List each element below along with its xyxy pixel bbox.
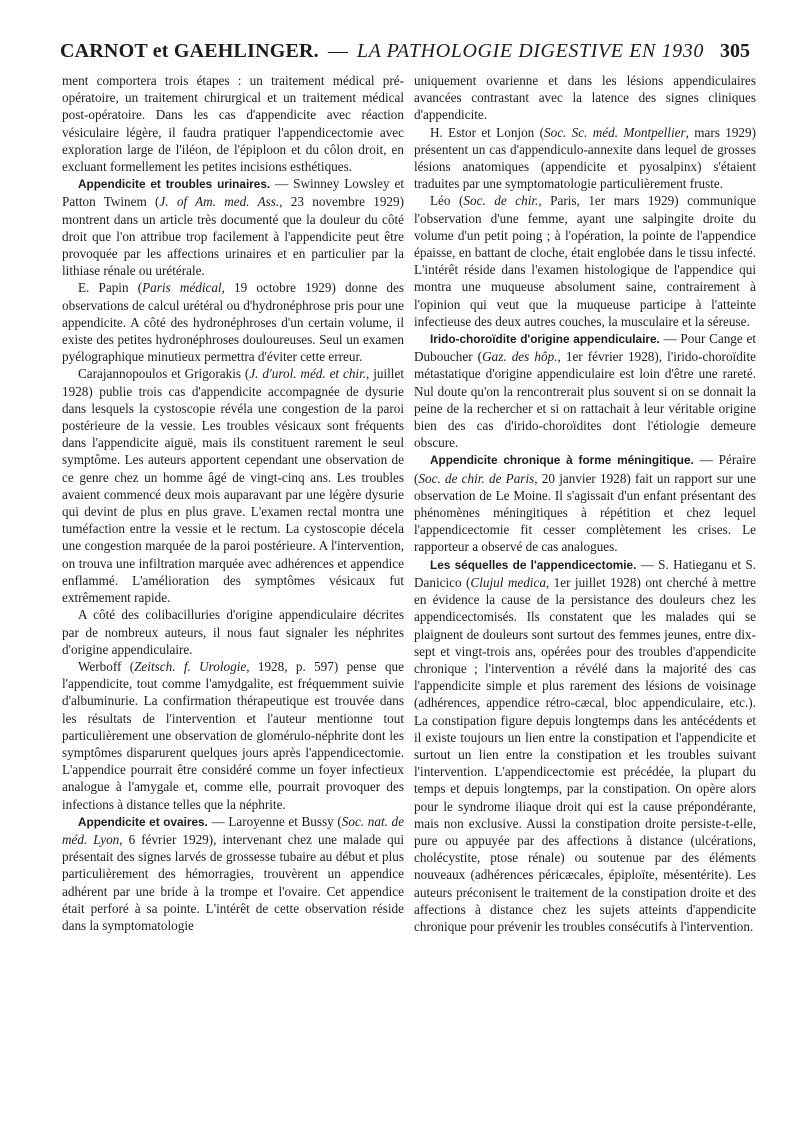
journal-citation: Soc. nat. de méd. Lyon bbox=[62, 813, 404, 847]
journal-citation: Zeitsch. f. Urologie bbox=[134, 658, 247, 674]
text-ovaries-body: , 6 février 1929), intervenant chez une malade qui présentait des signes larvés de grossesse tubaire au début et plus particulièrement des hémorragies, trouvèrent un appendice adhérent par une bride à la trompe et l'ovaire. Cet appendice était perforé à sa pointe. L'intérêt de cette observation réside dans la symptomatologie bbox=[62, 831, 404, 933]
journal-citation: J. of Am. med. Ass. bbox=[159, 194, 280, 210]
paragraph-ovaries bbox=[62, 813, 404, 934]
text-ovaries-intro: — Laroyenne et Bussy ( bbox=[207, 813, 342, 829]
paragraph-estor bbox=[414, 124, 756, 193]
text-papin-body: , 19 octobre 1929) donne des observations de calcul urétéral ou d'hydronéphrose pris pour une appendicite. A côté des hydronéphroses d'un certain volume, il existe des petites hydronéphroses douloureuses. Seul un examen pyélographique minutieux permettra d'éviter cette erreur. bbox=[62, 280, 404, 365]
text-leo-author: Léo ( bbox=[430, 193, 464, 209]
paragraph-meningitique bbox=[414, 451, 756, 555]
section-heading-meningitique: Appendicite chronique à forme méningitique. bbox=[430, 453, 694, 468]
section-heading-irido: Irido-choroïdite d'origine appendiculaire. bbox=[430, 332, 660, 347]
paragraph-sequelles bbox=[414, 556, 756, 935]
journal-citation: Gaz. des hôp. bbox=[482, 349, 558, 365]
paragraph-werboff bbox=[62, 658, 404, 813]
text-irido-intro: — Pour Cange et Duboucher ( bbox=[414, 331, 756, 365]
section-heading-ovaries: Appendicite et ovaires. bbox=[78, 814, 208, 829]
journal-citation: Soc. de chir. de Paris bbox=[418, 470, 535, 486]
text-sequelles-intro: — S. Hatieganu et S. Danicico ( bbox=[414, 556, 756, 590]
paragraph-leo bbox=[414, 192, 756, 330]
text-papin-author: E. Papin ( bbox=[78, 280, 143, 296]
text-estor-author: H. Estor et Lonjon ( bbox=[430, 124, 544, 140]
journal-citation: Clujul medica bbox=[470, 574, 546, 590]
running-header bbox=[60, 40, 750, 70]
journal-citation: Soc. de chir. bbox=[463, 193, 539, 209]
paragraph-continued: ment comportera trois étapes : un traitement médical pré-opératoire, un traitement chirurgical et un traitement médical post-opératoire. Dans les cas d'appendicite avec réaction vésiculaire légère, il faudra pratiquer l'appendicectomie avec exploration large de l'iléon, de l'épiploon et du côlon droit, en excluant formellement les petites incisions esthétiques. bbox=[62, 73, 404, 175]
text-meningitique-intro: — Péraire ( bbox=[414, 452, 756, 486]
journal-citation: J. d'urol. méd. et chir. bbox=[249, 366, 367, 382]
header-separator: — bbox=[327, 40, 348, 62]
text-carajannopoulos-body: , juillet 1928) publie trois cas d'appendicite accompagnée de dysurie dans lesquels la cystoscopie révéla une congestion de la paroi postérieure de la vessie. Les troubles vésicaux sont fréquents dans l'appendicite aiguë, mais ils constituent rarement le seul symptôme. Les auteurs apportent cependant une observation de ce genre chez un homme âgé de vingt-cinq ans. Les troubles avaient commencé deux mois auparavant par une légère dysurie qui devint de plus en plus grave. L'examen rectal montra une tuméfaction entre la vessie et le rectum. La cystoscopie décela une congestion marquée de la paroi postérieure. A l'intervention, on trouva une infiltration marquée avec adhérences et appendice enflammé. L'amélioration des symptômes vésicaux fut extrêmement rapide. bbox=[62, 366, 404, 606]
paragraph-papin bbox=[62, 279, 404, 365]
header-authors: CARNOT et GAEHLINGER. bbox=[60, 40, 319, 62]
paragraph-urinary bbox=[62, 175, 404, 279]
left-column bbox=[62, 72, 404, 1132]
text-werboff-author: Werboff ( bbox=[78, 658, 135, 674]
section-heading-urinary: Appendicite et troubles urinaires. bbox=[78, 177, 271, 192]
text-urinary-body: , 23 novembre 1929) montrent dans un article très documenté que la douleur du côté droit que l'on attribue trop facilement à l'appendicite peut être provoquée par les affections urinaires et en particulier par la lithiase rénale ou urétérale. bbox=[62, 194, 404, 279]
header-title: LA PATHOLOGIE DIGESTIVE EN 1930 bbox=[356, 40, 704, 62]
text-carajannopoulos-author: Carajannopoulos et Grigorakis ( bbox=[78, 366, 250, 382]
text-irido-body: , 1er février 1928), l'irido-choroïdite métastatique d'origine appendiculaire est loin d'être une rareté. Nul doute qu'on la rencontrerait plus souvent si on se donnait la peine de la rechercher et si on rattachait à leur véritable origine bien des cas d'irido-choroïdites dont l'étiologie demeure obscure. bbox=[414, 349, 756, 451]
paragraph-irido bbox=[414, 330, 756, 451]
journal-citation: Soc. Sc. méd. Montpellier bbox=[544, 124, 686, 140]
text-leo-body: , Paris, 1er mars 1929) communique l'observation d'une femme, ayant une salpingite droite du volume d'un petit poing ; à l'opération, la pointe de l'appendice épaisse, en battant de cloche, était englobée dans le tissu infecté. L'intérêt réside dans l'examen histologique de l'appendice qui montra une muqueuse absolument saine, contrairement à l'opinion qui veut que la muqueuse participe à l'atteinte infectieuse des deux autres couches, la musculaire et la séreuse. bbox=[414, 193, 756, 329]
page-number: 305 bbox=[720, 40, 750, 62]
right-column bbox=[414, 72, 756, 1132]
text-estor-body: , mars 1929) présentent un cas d'appendiculo-annexite dans lequel de grosses lésions anatomiques (appendicite et pyosalpinx) s'étaient traduites par une symptomatologie particulièrement fruste. bbox=[414, 124, 756, 192]
paragraph-continued: uniquement ovarienne et dans les lésions appendiculaires avancées contrastant avec la latence des signes cliniques d'appendicite. bbox=[414, 73, 756, 123]
text-werboff-body: , 1928, p. 597) pense que l'appendicite, tout comme l'amydgalite, est fréquemment suivie d'albuminurie. La confirmation thérapeutique est trouvée dans les résultats de l'intervention et l'auteur mentionne tout particulièrement une observation de glomérulo-néphrite dont les symptômes disparurent quelques jours après l'appendicectomie. L'appendice pourrait être considéré comme un foyer infectieux analogue à l'amygale et, comme elle, pourrait provoquer des infections à distance telles que la néphrite. bbox=[62, 658, 404, 812]
section-heading-sequelles: Les séquelles de l'appendicectomie. bbox=[430, 557, 637, 572]
text-sequelles-body: , 1er juillet 1928) ont cherché à mettre en évidence la cause de la persistance des douleurs chez les appendicectomisés. Ils constatent que les malades qui se plaignent de douleurs sont surtout des femmes jeunes, entre dix-sept et vingt-trois ans, opérées pour des troubles d'appendicite chronique ; l'intervention a révélé dans la majorité des cas l'appendicite simple et plus rarement des lésions de voisinage (adhérences, appendice rétro-cæcal, bloc appendiculaire, etc.). La constipation figure depuis longtemps dans les antécédents et il existe toujours un lien entre la constipation et l'appendicite et surtout un lien entre la constipation et les troubles suivant l'intervention. L'appendicectomie est précédée, la plupart du temps et depuis longtemps, par la constipation. On opère alors pour le syndrome iliaque droit qui est la cause prépondérante, mais non exclusive. Aussi la constipation droite persiste-t-elle, pure ou appuyée par des affections à distance (ulcérations, cholécystite, ptose rénale) ou soutenue par des éléments nouveaux (adhérences péricæcales, épiploïte, mésentérite). Les auteurs préconisent le traitement de la constipation droite et des affections à distance chez les sujets atteints d'appendicite chronique pour prévenir les troubles consécutifs à l'intervention. bbox=[414, 574, 756, 934]
text-meningitique-body: , 20 janvier 1928) fait un rapport sur une observation de Le Moine. Il s'agissait d'un enfant présentant des phénomènes méningitiques à répétition et chez lequel l'appendicectomie fit cesser complètement les crises. Le rapporteur a observé de cas analogues. bbox=[414, 470, 756, 555]
text-urinary-intro: — Swinney Lowsley et Patton Twinem ( bbox=[62, 176, 404, 210]
paragraph-colibacilluries: A côté des colibacilluries d'origine appendiculaire décrites par de nombreux auteurs, il nous faut signaler les néphrites d'origine appendiculaire. bbox=[62, 607, 404, 657]
paragraph-carajannopoulos bbox=[62, 365, 404, 606]
journal-citation: Paris médical bbox=[142, 280, 222, 296]
